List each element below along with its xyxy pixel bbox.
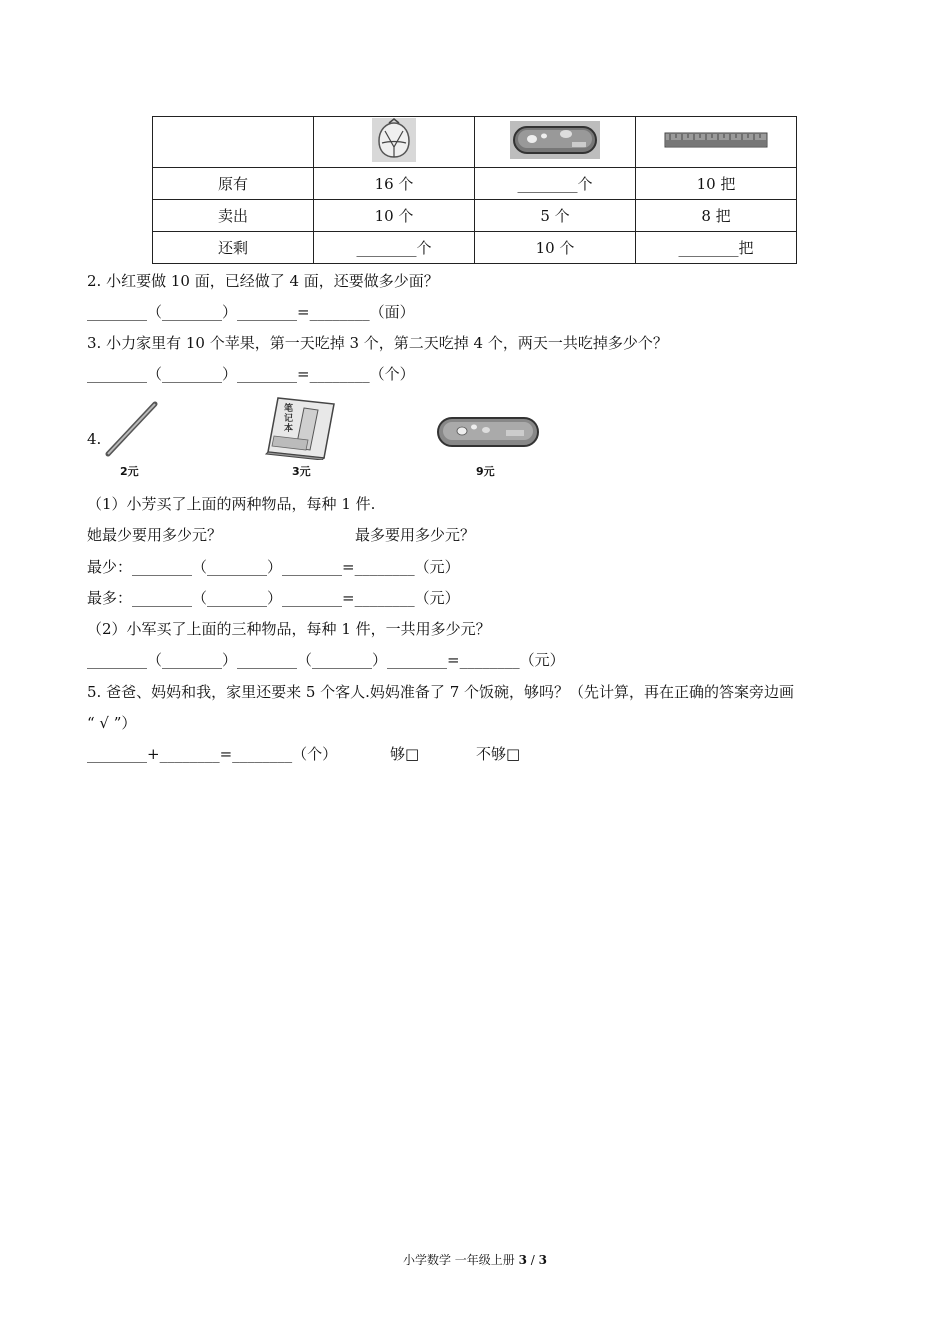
footer-page-number: 3 [518, 1253, 527, 1267]
page-footer [0, 1250, 950, 1270]
pencil-case-icon [510, 121, 600, 159]
cell-blank[interactable]: ________把 [636, 232, 797, 264]
table-row-sold [153, 200, 797, 232]
q5-option-enough[interactable]: 够□ [390, 745, 420, 763]
q5-text-line2: “ √ ”） [87, 714, 137, 732]
row-label: 原有 [153, 168, 314, 200]
notebook-price: 3元 [292, 465, 311, 478]
q4-part2: （2）小军买了上面的三种物品，每种 1 件，一共用多少元？ [87, 620, 491, 638]
q2-answer[interactable]: ________（________）________=________（面） [87, 303, 415, 321]
stock-table [152, 116, 797, 264]
q4-part1: （1）小芳买了上面的两种物品，每种 1 件. [87, 495, 376, 513]
footer-page-total: 3 [538, 1253, 548, 1267]
cell: 16 个 [314, 168, 475, 200]
notebook-label: 笔记本 [284, 404, 294, 434]
ruler-icon [664, 131, 768, 149]
q4-most-question: 最多要用多少元？ [355, 526, 476, 544]
table-header-row [153, 117, 797, 168]
notebook-icon [260, 396, 340, 460]
q3-text: 3. 小力家里有 10 个苹果，第一天吃掉 3 个，第二天吃掉 4 个，两天一共吃掉多少个？ [87, 334, 668, 352]
footer-subject: 小学数学 一年级上册 [402, 1253, 519, 1267]
q5-text-line1: 5. 爸爸、妈妈和我，家里还要来 5 个客人.妈妈准备了 7 个饭碗，够吗？（先计算，再在正确的答案旁边画 [87, 683, 795, 701]
table-header-ball-bag [314, 117, 475, 168]
table-header-empty [153, 117, 314, 168]
q2-text: 2. 小红要做 10 面，已经做了 4 面，还要做多少面？ [87, 272, 439, 290]
cell-blank[interactable]: ________个 [314, 232, 475, 264]
cell: 10 个 [475, 232, 636, 264]
q4-least-question: 她最少要用多少元？ [87, 526, 223, 544]
pencil-price: 2元 [120, 465, 139, 478]
cell: 10 个 [314, 200, 475, 232]
q4-most-answer[interactable]: 最多：________（________）________=________（元） [87, 589, 460, 607]
q4-number: 4. [87, 430, 102, 448]
row-label: 卖出 [153, 200, 314, 232]
cell: 8 把 [636, 200, 797, 232]
q5-option-not-enough[interactable]: 不够□ [476, 745, 521, 763]
q4-part2-answer[interactable]: ________（________）________（________）________=________（元） [87, 651, 565, 669]
q5-answer[interactable]: ________+________=________（个） [87, 745, 338, 763]
pencil-icon [100, 400, 162, 460]
pencil-case-price: 9元 [476, 465, 495, 478]
q3-answer[interactable]: ________（________）________=________（个） [87, 365, 415, 383]
table-header-ruler [636, 117, 797, 168]
footer-separator: / [526, 1253, 539, 1267]
table-row-remaining [153, 232, 797, 264]
cell: 5 个 [475, 200, 636, 232]
row-label: 还剩 [153, 232, 314, 264]
pencil-case-icon [436, 414, 540, 450]
cell: 10 把 [636, 168, 797, 200]
cell-blank[interactable]: ________个 [475, 168, 636, 200]
table-row-original [153, 168, 797, 200]
q4-least-answer[interactable]: 最少：________（________）________=________（元） [87, 558, 460, 576]
table-header-pencil-case [475, 117, 636, 168]
ball-bag-icon [371, 117, 417, 163]
